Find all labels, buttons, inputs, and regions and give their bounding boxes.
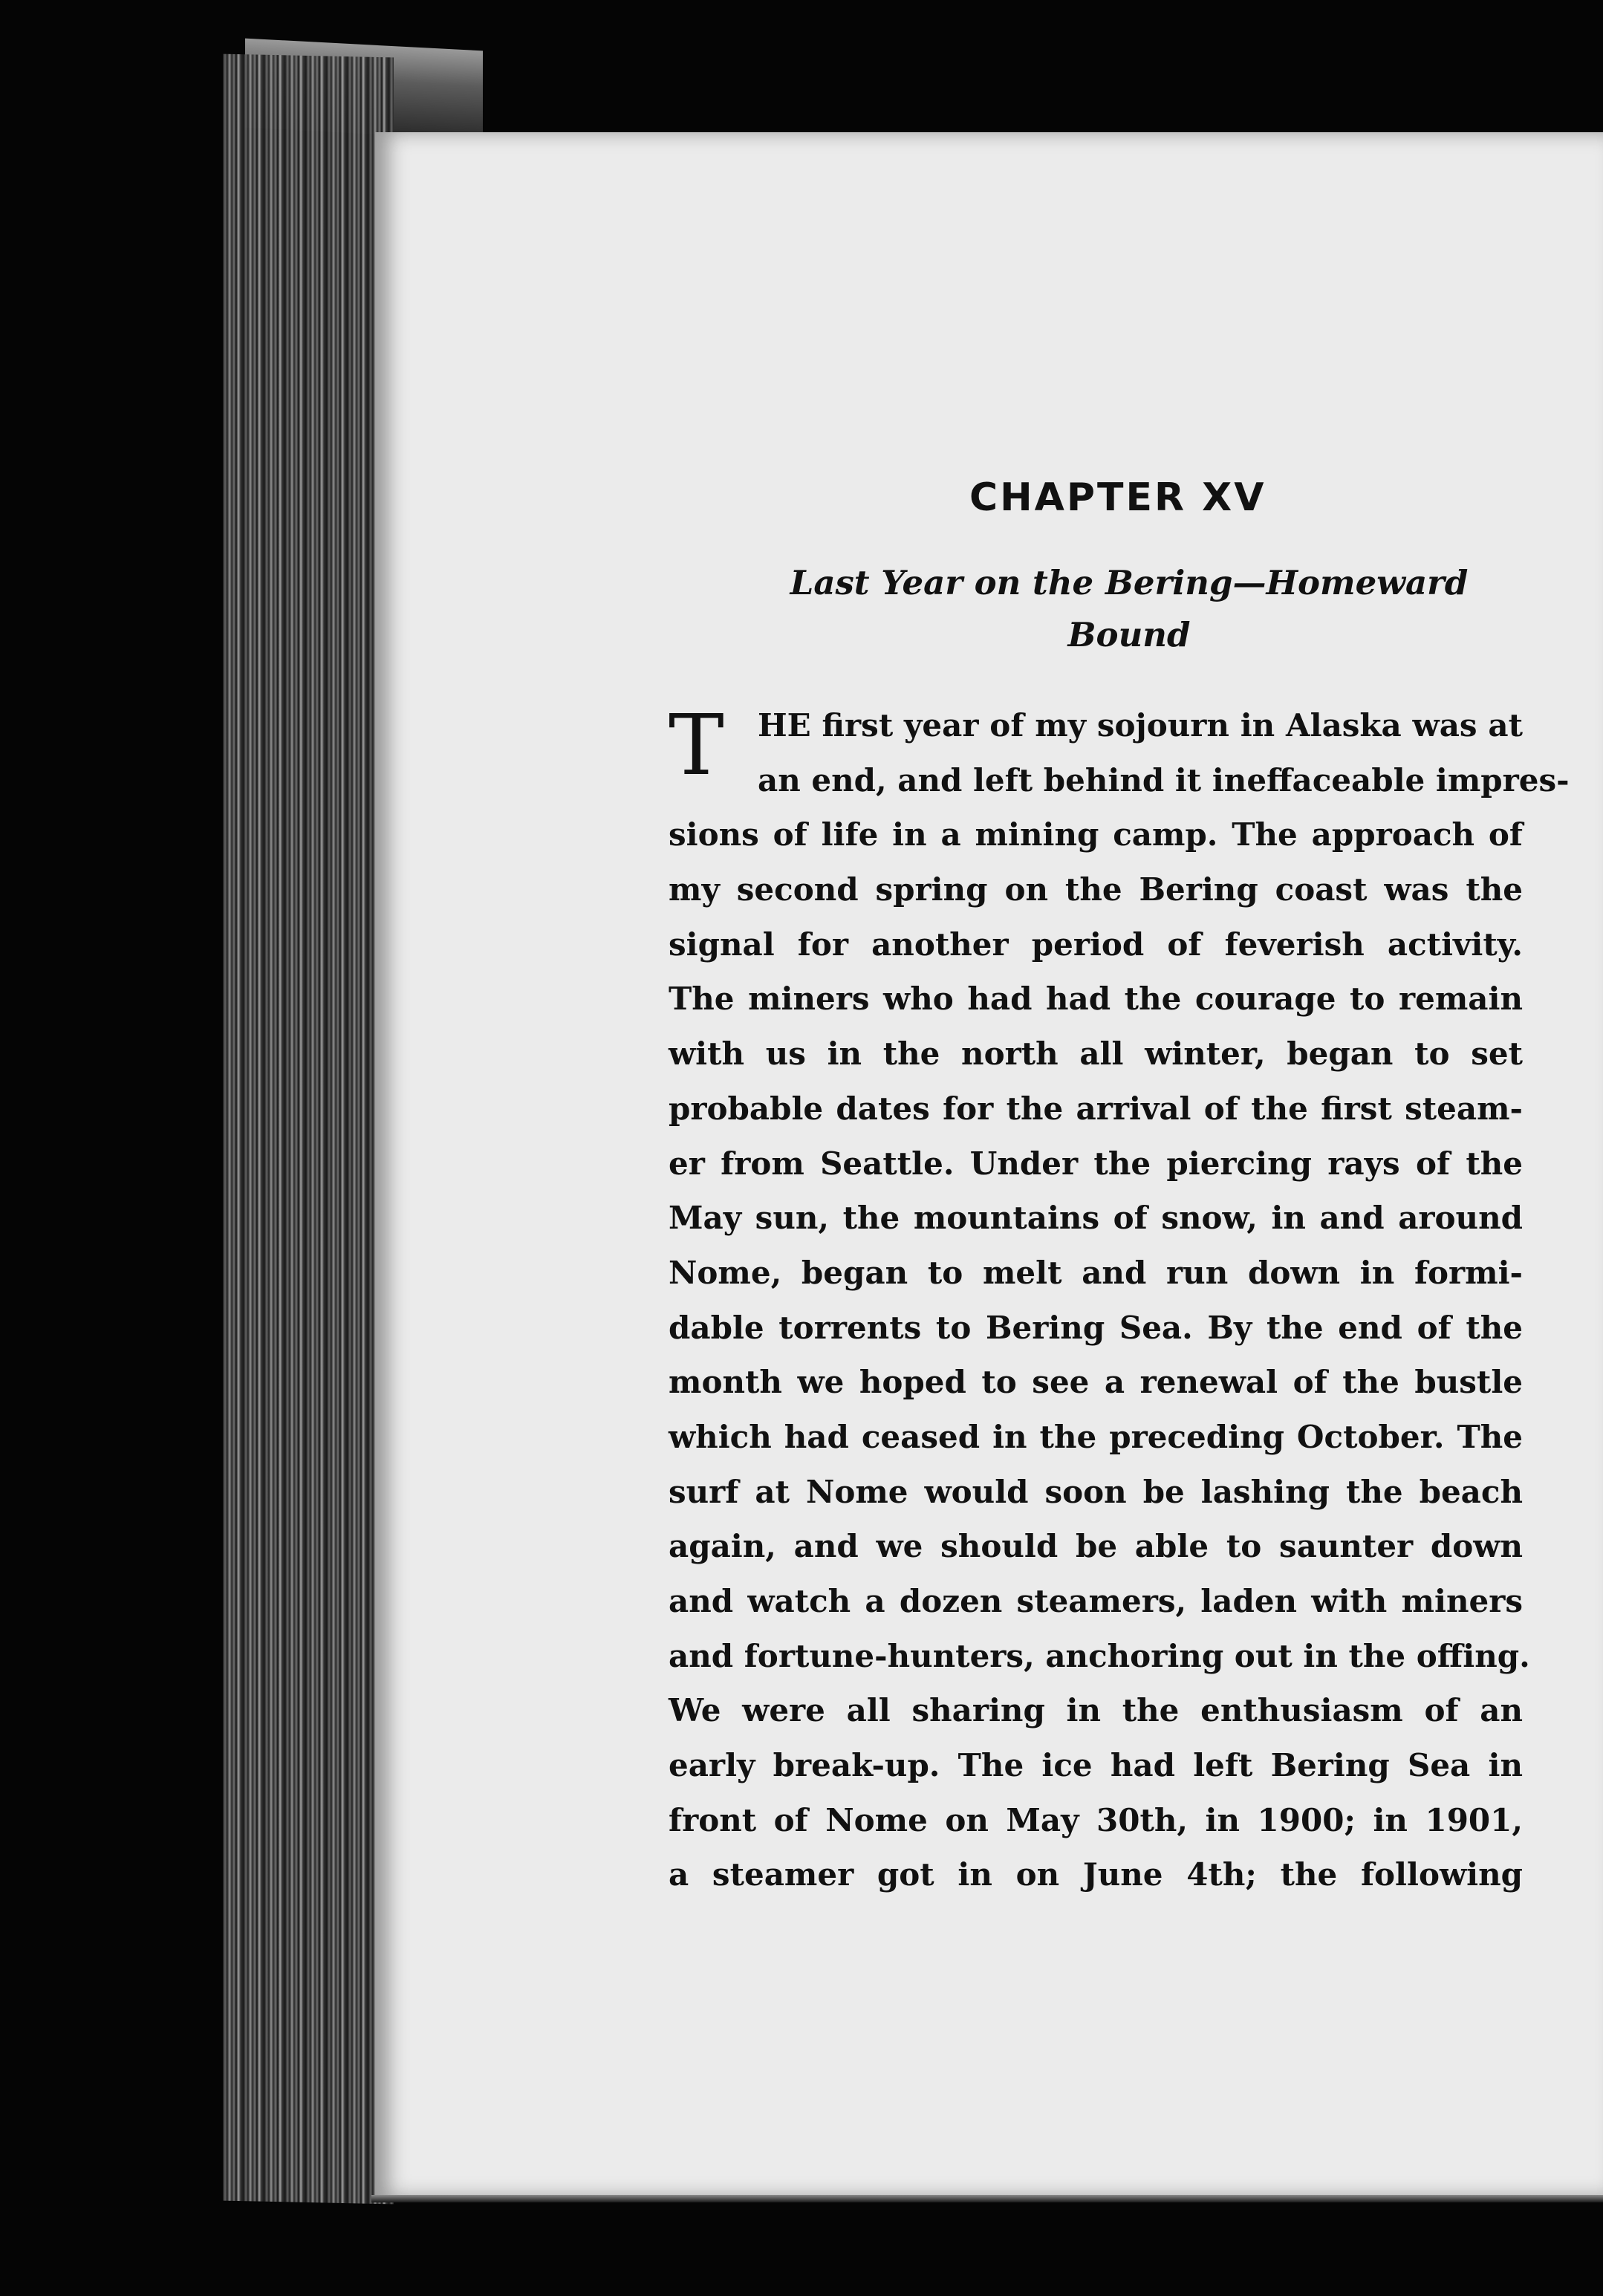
subtitle-line: Bound (1067, 615, 1191, 654)
chapter-body (669, 697, 1570, 1902)
book-page-edges (223, 54, 394, 2205)
text-line: a steamer got in on June 4th; the following (669, 1856, 1523, 1893)
drop-cap: T (669, 697, 724, 794)
text-line: May sun, the mountains of snow, in and around (669, 1200, 1523, 1237)
chapter-heading: CHAPTER XV (969, 475, 1267, 520)
page-bottom-edge (371, 2195, 1603, 2202)
text-line: sions of life in a mining camp. The approach of (669, 816, 1523, 853)
text-line: HE first year of my sojourn in Alaska was at (758, 707, 1523, 744)
text-line: We were all sharing in the enthusiasm of an (669, 1692, 1523, 1729)
text-line: month we hoped to see a renewal of the bustle (669, 1364, 1523, 1401)
text-line: probable dates for the arrival of the first steam- (669, 1090, 1523, 1127)
text-line: signal for another period of feverish activity. (669, 926, 1523, 963)
text-line: The miners who had had the courage to remain (669, 980, 1523, 1018)
text-line: surf at Nome would soon be lashing the beach (669, 1473, 1523, 1510)
text-line: an end, and left behind it ineffaceable impres- (758, 761, 1570, 799)
text-line: and watch a dozen steamers, laden with miners (669, 1583, 1523, 1619)
chapter-subtitle (776, 557, 1482, 661)
text-line: again, and we should be able to saunter down (669, 1528, 1523, 1565)
subtitle-line: Last Year on the Bering—Homeward (790, 563, 1469, 602)
text-line: Nome, began to melt and run down in formi- (669, 1254, 1523, 1291)
text-line: which had ceased in the preceding October. The (669, 1418, 1523, 1455)
text-line: and fortune-hunters, anchoring out in the offing. (669, 1637, 1530, 1674)
text-line: with us in the north all winter, began to set (669, 1035, 1523, 1073)
text-line: early break-up. The ice had left Bering Sea in (669, 1747, 1523, 1784)
text-line: front of Nome on May 30th, in 1900; in 1901, (669, 1801, 1523, 1838)
text-line: er from Seattle. Under the piercing rays of the (669, 1145, 1523, 1182)
text-line: my second spring on the Bering coast was the (669, 871, 1523, 908)
text-line: dable torrents to Bering Sea. By the end of the (669, 1309, 1523, 1346)
